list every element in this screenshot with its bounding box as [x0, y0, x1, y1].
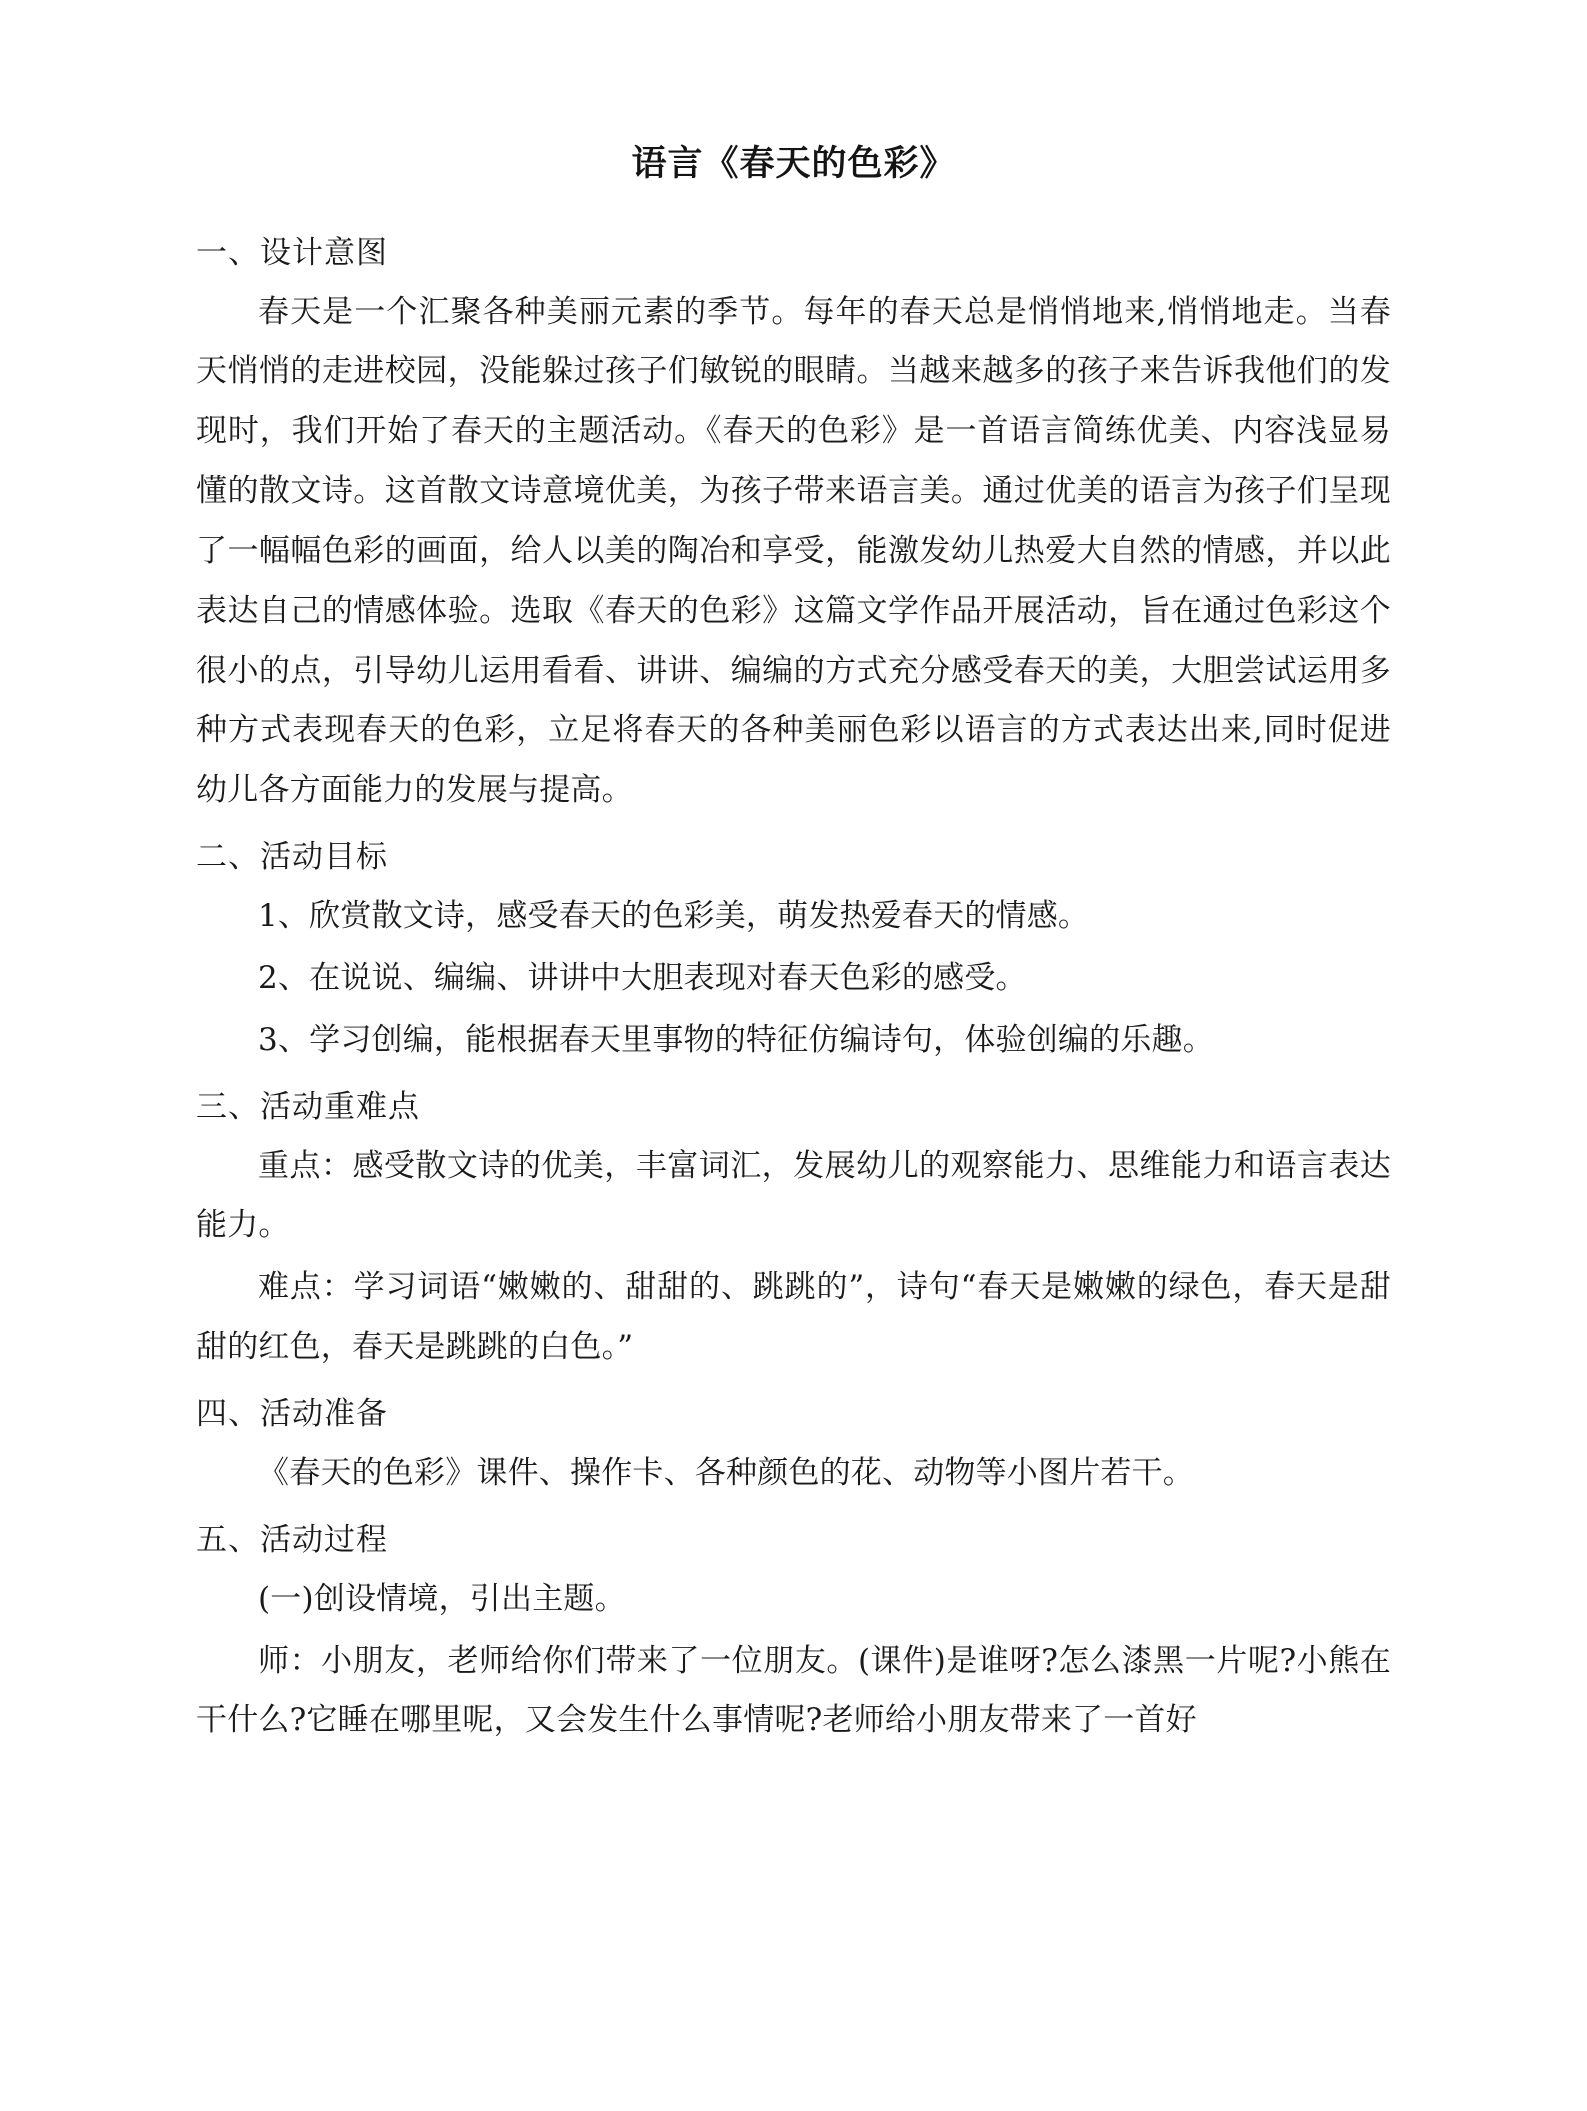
section-activity-preparation	[196, 1390, 1391, 1504]
paragraph-create-situation: (一)创设情境，引出主题。	[258, 1580, 626, 1617]
section-key-difficult-points	[196, 1083, 1391, 1378]
section-heading-activity-goals: 二、活动目标	[196, 839, 388, 875]
list-item: 1、欣赏散文诗，感受春天的色彩美，萌发热爱春天的情感。	[258, 898, 1090, 935]
section-heading-activity-process: 五、活动过程	[196, 1521, 388, 1558]
section-heading-design-intent: 一、设计意图	[196, 234, 388, 271]
list-item: 3、学习创编，能根据春天里事物的特征仿编诗句，体验创编的乐趣。	[258, 1021, 1214, 1058]
section-activity-goals	[196, 833, 1391, 1071]
section-design-intent	[196, 229, 1391, 822]
list-item: 2、在说说、编编、讲讲中大胆表现对春天色彩的感受。	[258, 959, 1027, 996]
paragraph-difficult-point: 难点：学习词语“嫩嫩的、甜甜的、跳跳的”，诗句“春天是嫩嫩的绿色，春天是甜甜的红色，春天是跳跳的白色。”	[196, 1269, 1391, 1366]
paragraph-design-intent: 春天是一个汇聚各种美丽元素的季节。每年的春天总是悄悄地来,悄悄地走。当春天悄悄的走进校园，没能躲过孩子们敏锐的眼睛。当越来越多的孩子来告诉我他们的发现时，我们开始了春天的主题活动。《春天的色彩》是一首语言简练优美、内容浅显易懂的散文诗。这首散文诗意境优美，为孩子带来语言美。通过优美的语言为孩子们呈现了一幅幅色彩的画面，给人以美的陶冶和享受，能激发幼儿热爱大自然的情感，并以此表达自己的情感体验。选取《春天的色彩》这篇文学作品开展活动，旨在通过色彩这个很小的点，引导幼儿运用看看、讲讲、编编的方式充分感受春天的美，大胆尝试运用多种方式表现春天的色彩，立足将春天的各种美丽色彩以语言的方式表达出来,同时促进幼儿各方面能力的发展与提高。	[196, 293, 1391, 809]
paragraph-teacher-dialogue: 师：小朋友，老师给你们带来了一位朋友。(课件)是谁呀?怎么漆黑一片呢?小熊在干什么?它睡在哪里呢，又会发生什么事情呢?老师给小朋友带来了一首好	[196, 1642, 1391, 1739]
paragraph-key-point: 重点：感受散文诗的优美，丰富词汇，发展幼儿的观察能力、思维能力和语言表达能力。	[196, 1147, 1391, 1244]
page-title: 语言《春天的色彩》	[631, 143, 956, 184]
section-heading-activity-preparation: 四、活动准备	[196, 1395, 388, 1432]
section-activity-process	[196, 1516, 1391, 1752]
paragraph-activity-preparation: 《春天的色彩》课件、操作卡、各种颜色的花、动物等小图片若干。	[258, 1454, 1194, 1491]
section-heading-key-difficult-points: 三、活动重难点	[196, 1088, 420, 1125]
